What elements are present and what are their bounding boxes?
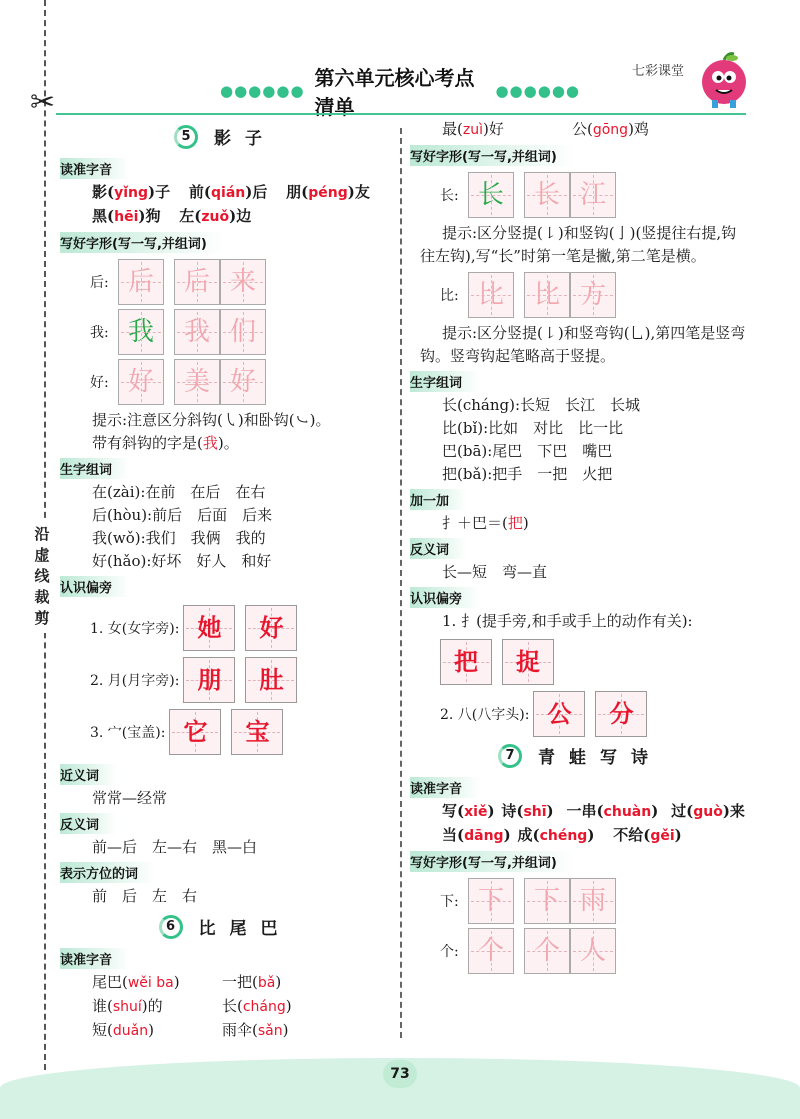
pinyin-row [410, 800, 750, 824]
writing-cell: 方 [570, 272, 616, 318]
section-heading: 读准字音 [410, 777, 480, 798]
word-row: 我(wǒ):我们 我俩 我的 [92, 529, 266, 547]
pinyin-item: 公(gōng)鸡 [572, 120, 649, 138]
writing-cell: 我 [118, 309, 164, 355]
writing-grid-row [60, 309, 390, 355]
word-row: 后(hòu):前后 后面 后来 [92, 506, 273, 524]
section-heading: 反义词 [410, 538, 467, 559]
lesson-title: 比尾巴 [198, 919, 292, 939]
section-heading: 写好字形(写一写,并组词) [410, 851, 575, 872]
writing-cell: 来 [220, 259, 266, 305]
left-column [60, 118, 390, 1043]
word-row: 把(bǎ):把手 一把 火把 [442, 465, 613, 483]
radical-example: 它 [169, 709, 221, 755]
radical-example: 公 [533, 691, 585, 737]
pinyin-row [410, 118, 750, 142]
writing-grid-row [410, 172, 750, 218]
pinyin-item: 过(guò)来 [671, 802, 745, 820]
radical-example: 肚 [245, 657, 297, 703]
page-title: 第六单元核心考点清单 [314, 66, 475, 119]
grid-label: 长: [440, 188, 459, 204]
lesson-number: 7 [498, 744, 522, 768]
right-column [410, 118, 750, 978]
writing-cell: 后 [174, 259, 220, 305]
writing-cell: 个 [524, 928, 570, 974]
radical-row [410, 691, 750, 737]
radical-label: 1. 女(女字旁): [90, 621, 180, 637]
word-row: 好(hǎo):好坏 好人 和好 [92, 552, 272, 570]
pinyin-item: 诗(shī) [501, 802, 554, 820]
writing-cell: 美 [174, 359, 220, 405]
section-heading: 写好字形(写一写,并组词) [410, 145, 575, 166]
lesson-number: 6 [159, 915, 183, 939]
header-dots-right: ●●●●●● [495, 82, 580, 100]
section-heading: 读准字音 [60, 158, 130, 179]
antonym-row: 长—短 弯—直 [442, 563, 548, 581]
header-rule [56, 113, 746, 115]
direction-row: 前 后 左 右 [92, 887, 198, 905]
writing-cell: 们 [220, 309, 266, 355]
section-heading: 加一加 [410, 489, 467, 510]
radical-row [410, 639, 750, 685]
section-heading: 认识偏旁 [60, 576, 130, 597]
writing-cell: 雨 [570, 878, 616, 924]
tip-text: 带有斜钩的字是(我)。 [92, 434, 239, 452]
radical-example: 捉 [502, 639, 554, 685]
pinyin-item: 长(cháng) [222, 997, 292, 1015]
radical-example: 她 [183, 605, 235, 651]
page-number: 73 [383, 1060, 417, 1088]
apple-mascot-icon [694, 50, 754, 110]
pinyin-item: 雨伞(sǎn) [222, 1021, 289, 1039]
pinyin-row [60, 995, 390, 1019]
radical-example: 朋 [183, 657, 235, 703]
grid-label: 好: [90, 375, 109, 391]
radical-label: 3. 宀(宝盖): [90, 725, 166, 741]
writing-cell: 比 [524, 272, 570, 318]
writing-grid-row [60, 259, 390, 305]
word-row: 在(zài):在前 在后 在右 [92, 483, 266, 501]
column-divider [400, 128, 402, 1038]
writing-cell: 后 [118, 259, 164, 305]
pinyin-item: 一把(bǎ) [222, 973, 282, 991]
pinyin-item: 不给(gěi) [613, 826, 682, 844]
writing-cell: 个 [468, 928, 514, 974]
radical-example: 分 [595, 691, 647, 737]
section-heading: 读准字音 [60, 948, 130, 969]
pinyin-item: 谁(shuí)的 [92, 997, 163, 1015]
cut-char: 裁 [34, 588, 50, 606]
pinyin-item: 左(zuǒ)边 [179, 207, 252, 225]
lesson-title: 影子 [214, 129, 276, 149]
pinyin-row [60, 205, 390, 229]
antonym-row: 前—后 左—右 黑—白 [92, 838, 258, 856]
grid-label: 我: [90, 325, 109, 341]
grid-label: 个: [440, 944, 459, 960]
word-row: 巴(bā):尾巴 下巴 嘴巴 [442, 442, 613, 460]
writing-cell: 我 [174, 309, 220, 355]
radical-label: 2. 八(八字头): [440, 707, 530, 723]
radical-label: 1. 扌(提手旁,和手或手上的动作有关): [442, 612, 693, 630]
writing-cell: 长 [524, 172, 570, 218]
writing-cell: 下 [468, 878, 514, 924]
radical-example: 宝 [231, 709, 283, 755]
writing-cell: 长 [468, 172, 514, 218]
cut-instruction [22, 520, 62, 633]
radical-label: 2. 月(月字旁): [90, 673, 180, 689]
word-row: 长(cháng):长短 长江 长城 [442, 396, 641, 414]
section-heading: 写好字形(写一写,并组词) [60, 232, 225, 253]
writing-cell: 江 [570, 172, 616, 218]
lesson-number: 5 [174, 125, 198, 149]
page-header [220, 62, 580, 120]
pinyin-item: 尾巴(wěi ba) [92, 973, 180, 991]
pinyin-item: 影(yǐng)子 [92, 183, 171, 201]
pinyin-item: 黑(hēi)狗 [92, 207, 161, 225]
tip-text: 提示:区分竖提(㇙)和竖钩(亅)(竖提往右提,钩往左钩),写“长”时第一笔是撇,第二笔是横。 [420, 224, 737, 265]
cut-char: 线 [34, 567, 50, 585]
lesson-5-heading [60, 124, 390, 149]
lesson-title: 青蛙写诗 [538, 748, 662, 768]
tip-text: 提示:区分竖提(㇙)和竖弯钩(乚),第四笔是竖弯钩。竖弯钩起笔略高于竖提。 [420, 324, 746, 365]
pinyin-row [410, 824, 750, 848]
section-heading: 认识偏旁 [410, 587, 480, 608]
pinyin-row [60, 971, 390, 995]
cut-char: 剪 [34, 609, 50, 627]
radical-row [60, 709, 390, 755]
pinyin-item: 写(xiě) [442, 802, 495, 820]
section-heading: 生字组词 [410, 371, 480, 392]
lesson-6-heading [60, 914, 390, 939]
writing-grid-row [410, 878, 750, 924]
writing-cell: 好 [220, 359, 266, 405]
pinyin-item: 朋(péng)友 [286, 183, 370, 201]
radical-row [60, 605, 390, 651]
radical-example: 把 [440, 639, 492, 685]
writing-cell: 好 [118, 359, 164, 405]
brand-label: 七彩课堂 [632, 64, 685, 79]
header-dots-left: ●●●●●● [220, 82, 305, 100]
cut-char: 虚 [34, 546, 50, 564]
tip-text: 提示:注意区分斜钩(㇂)和卧钩(㇃)。 [92, 411, 331, 429]
pinyin-item: 当(dāng) [442, 826, 511, 844]
writing-grid-row [410, 272, 750, 318]
scissors-icon: ✂ [30, 85, 56, 120]
section-heading: 表示方位的词 [60, 862, 156, 883]
lesson-7-heading [410, 743, 750, 768]
pinyin-item: 前(qián)后 [188, 183, 268, 201]
writing-grid-row [410, 928, 750, 974]
writing-cell: 比 [468, 272, 514, 318]
section-heading: 反义词 [60, 813, 117, 834]
add-row: 扌＋巴＝(把) [442, 514, 529, 532]
grid-label: 比: [440, 288, 459, 304]
pinyin-row [60, 181, 390, 205]
pinyin-item: 最(zuì)好 [442, 120, 504, 138]
pinyin-item: 一串(chuàn) [566, 802, 659, 820]
radical-row [60, 657, 390, 703]
grid-label: 后: [90, 275, 109, 291]
pinyin-item: 成(chéng) [517, 826, 595, 844]
cut-char: 沿 [34, 525, 50, 543]
grid-label: 下: [440, 894, 459, 910]
section-heading: 生字组词 [60, 458, 130, 479]
radical-example: 好 [245, 605, 297, 651]
synonym-row: 常常—经常 [92, 789, 168, 807]
section-heading: 近义词 [60, 764, 117, 785]
writing-cell: 下 [524, 878, 570, 924]
pinyin-item: 短(duǎn) [92, 1021, 154, 1039]
writing-cell: 人 [570, 928, 616, 974]
word-row: 比(bǐ):比如 对比 比一比 [442, 419, 624, 437]
pinyin-row [60, 1019, 390, 1043]
writing-grid-row [60, 359, 390, 405]
